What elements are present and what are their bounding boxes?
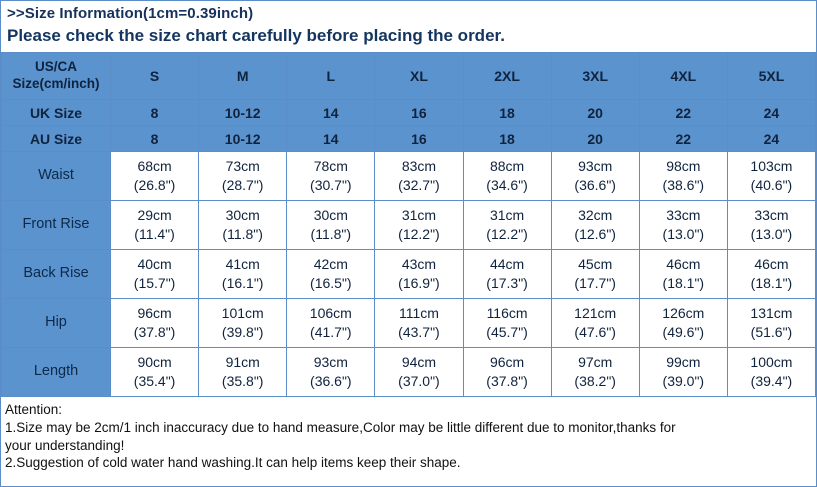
table-row (2, 299, 816, 348)
cell-measurement (199, 299, 287, 348)
header-cell-size: 3XL (551, 53, 639, 100)
cell-value-cm: 99cm (666, 354, 701, 371)
cell-value-cm: 83cm (401, 158, 437, 175)
cell-value-cm: 32cm (578, 207, 613, 224)
table-row (2, 250, 816, 299)
header-cell-size: 4XL (639, 53, 727, 100)
cell-measurement (639, 348, 727, 397)
cell-measurement (111, 201, 199, 250)
cell-value-cm: 90cm (137, 354, 172, 371)
cell-value-inch: (38.2") (574, 373, 616, 389)
cell-measurement (199, 250, 287, 299)
cell-measurement (639, 201, 727, 250)
cell-value-inch: (26.8") (133, 177, 176, 193)
row-label-uk-size: UK Size (2, 100, 111, 126)
cell-value-inch: (30.7") (310, 177, 352, 193)
cell-measurement (375, 152, 463, 201)
attention-title: Attention: (5, 402, 63, 417)
cell-value-cm: 111cm (398, 305, 439, 322)
cell-uk-size: 10-12 (199, 100, 287, 126)
cell-measurement (639, 299, 727, 348)
cell-value-inch: (37.0") (398, 373, 440, 389)
header-label-line2: Size(cm/inch) (12, 76, 100, 91)
cell-value-cm: 116cm (486, 305, 528, 322)
cell-value-cm: 96cm (137, 305, 172, 322)
table-header-row (2, 53, 816, 100)
cell-measurement (463, 250, 551, 299)
cell-measurement (111, 152, 199, 201)
cell-measurement (463, 299, 551, 348)
cell-measurement (111, 348, 199, 397)
cell-measurement (199, 201, 287, 250)
cell-value-inch: (28.7") (221, 177, 264, 193)
cell-value-cm: 106cm (309, 305, 352, 322)
cell-value-cm: 121cm (574, 305, 617, 322)
cell-value-inch: (12.6") (574, 226, 616, 242)
cell-measurement (111, 299, 199, 348)
row-label-measurement: Hip (2, 299, 111, 348)
cell-value-inch: (11.4") (134, 226, 175, 242)
cell-measurement (287, 348, 375, 397)
cell-value-inch: (39.0") (662, 373, 705, 389)
cell-value-inch: (45.7") (486, 324, 528, 340)
cell-measurement (463, 201, 551, 250)
cell-uk-size: 18 (463, 100, 551, 126)
cell-value-inch: (13.0") (662, 226, 705, 242)
cell-au-size: 10-12 (199, 126, 287, 152)
cell-measurement (199, 152, 287, 201)
cell-au-size: 18 (463, 126, 551, 152)
cell-uk-size: 14 (287, 100, 375, 126)
table-row (2, 201, 816, 250)
cell-value-cm: 68cm (137, 158, 172, 175)
cell-value-inch: (18.1") (750, 275, 793, 291)
cell-measurement (727, 299, 815, 348)
cell-value-inch: (11.8") (222, 226, 263, 242)
cell-au-size: 24 (727, 126, 815, 152)
cell-measurement (551, 299, 639, 348)
row-label-au-size: AU Size (2, 126, 111, 152)
header-cell-size: L (287, 53, 375, 100)
cell-measurement (199, 348, 287, 397)
cell-au-size: 8 (111, 126, 199, 152)
cell-value-cm: 44cm (489, 256, 525, 273)
attention-note (1, 397, 816, 486)
cell-measurement (727, 201, 815, 250)
size-chart-table (1, 52, 816, 397)
cell-value-cm: 46cm (666, 256, 701, 273)
cell-measurement (639, 250, 727, 299)
cell-value-inch: (36.6") (310, 373, 352, 389)
cell-value-inch: (37.8") (486, 373, 528, 389)
cell-measurement (375, 250, 463, 299)
cell-value-inch: (13.0") (750, 226, 793, 242)
cell-value-cm: 97cm (578, 354, 613, 371)
cell-value-cm: 131cm (750, 305, 793, 322)
cell-au-size: 14 (287, 126, 375, 152)
cell-value-inch: (49.6") (662, 324, 705, 340)
cell-measurement (551, 201, 639, 250)
cell-value-cm: 101cm (221, 305, 264, 322)
cell-value-cm: 41cm (225, 256, 260, 273)
cell-value-cm: 30cm (225, 207, 260, 224)
cell-measurement (375, 348, 463, 397)
cell-value-inch: (37.8") (133, 324, 176, 340)
cell-value-inch: (51.6") (750, 324, 793, 340)
cell-measurement (375, 201, 463, 250)
table-row-uk-size (2, 100, 816, 126)
cell-uk-size: 8 (111, 100, 199, 126)
cell-value-inch: (32.7") (398, 177, 440, 193)
cell-measurement (727, 250, 815, 299)
attention-line-1b: your understanding! (5, 437, 125, 453)
row-label-measurement: Front Rise (2, 201, 111, 250)
header-cell-size: 2XL (463, 53, 551, 100)
cell-value-inch: (12.2") (486, 226, 528, 242)
cell-value-inch: (16.1") (221, 275, 264, 291)
row-label-measurement: Back Rise (2, 250, 111, 299)
cell-value-cm: 42cm (313, 256, 348, 273)
cell-measurement (551, 250, 639, 299)
attention-line-2: 2.Suggestion of cold water hand washing.It can help items keep their shape. (5, 455, 461, 471)
table-row (2, 152, 816, 201)
cell-value-inch: (16.5") (310, 275, 352, 291)
cell-measurement (551, 348, 639, 397)
cell-value-inch: (47.6") (574, 324, 616, 340)
cell-value-cm: 29cm (137, 207, 172, 224)
cell-value-inch: (35.8") (221, 373, 264, 389)
cell-value-cm: 40cm (137, 256, 172, 273)
cell-value-inch: (18.1") (662, 275, 705, 291)
cell-measurement (287, 152, 375, 201)
cell-value-cm: 45cm (578, 256, 613, 273)
cell-value-inch: (36.6") (574, 177, 616, 193)
cell-value-cm: 88cm (489, 158, 525, 175)
cell-au-size: 16 (375, 126, 463, 152)
cell-value-cm: 91cm (225, 354, 260, 371)
cell-value-inch: (17.7") (574, 275, 616, 291)
table-row (2, 348, 816, 397)
cell-measurement (463, 152, 551, 201)
cell-measurement (287, 201, 375, 250)
cell-value-cm: 33cm (754, 207, 789, 224)
row-label-measurement: Waist (2, 152, 111, 201)
cell-value-cm: 98cm (666, 158, 701, 175)
cell-value-cm: 43cm (401, 256, 437, 273)
cell-value-cm: 100cm (750, 354, 793, 371)
cell-measurement (287, 250, 375, 299)
cell-measurement (727, 152, 815, 201)
cell-value-cm: 31cm (489, 207, 525, 224)
cell-value-inch: (39.8") (221, 324, 264, 340)
cell-value-inch: (35.4") (133, 373, 176, 389)
header-cell-size: XL (375, 53, 463, 100)
cell-measurement (111, 250, 199, 299)
cell-value-cm: 94cm (401, 354, 437, 371)
cell-value-inch: (15.7") (133, 275, 176, 291)
cell-value-cm: 78cm (313, 158, 348, 175)
header-cell-size-label (2, 53, 111, 100)
cell-measurement (551, 152, 639, 201)
cell-measurement (727, 348, 815, 397)
cell-value-inch: (34.6") (486, 177, 528, 193)
cell-uk-size: 24 (727, 100, 815, 126)
table-row-au-size (2, 126, 816, 152)
cell-value-inch: (16.9") (398, 275, 440, 291)
cell-uk-size: 16 (375, 100, 463, 126)
header-cell-size: S (111, 53, 199, 100)
cell-value-cm: 46cm (754, 256, 789, 273)
cell-value-cm: 93cm (578, 158, 613, 175)
cell-uk-size: 20 (551, 100, 639, 126)
cell-value-inch: (12.2") (398, 226, 440, 242)
cell-value-inch: (39.4") (750, 373, 793, 389)
row-label-measurement: Length (2, 348, 111, 397)
cell-value-cm: 31cm (401, 207, 437, 224)
size-information-heading: >>Size Information(1cm=0.39inch) (7, 5, 254, 22)
cell-value-cm: 30cm (313, 207, 348, 224)
cell-au-size: 20 (551, 126, 639, 152)
cell-value-inch: (17.3") (486, 275, 528, 291)
cell-measurement (463, 348, 551, 397)
check-size-chart-note: Please check the size chart carefully before placing the order. (7, 26, 505, 45)
cell-value-cm: 103cm (750, 158, 793, 175)
attention-line-1a: 1.Size may be 2cm/1 inch inaccuracy due to hand measure,Color may be little different due to monitor,thanks for (5, 419, 676, 435)
cell-measurement (375, 299, 463, 348)
cell-value-cm: 93cm (313, 354, 348, 371)
cell-measurement (639, 152, 727, 201)
header-label-line1: US/CA (34, 59, 77, 75)
cell-value-cm: 33cm (666, 207, 701, 224)
cell-au-size: 22 (639, 126, 727, 152)
cell-value-cm: 126cm (662, 305, 705, 322)
cell-value-inch: (40.6") (750, 177, 793, 193)
cell-value-inch: (38.6") (662, 177, 705, 193)
cell-value-inch: (43.7") (398, 324, 440, 340)
cell-uk-size: 22 (639, 100, 727, 126)
header-cell-size: M (199, 53, 287, 100)
cell-measurement (287, 299, 375, 348)
header-cell-size: 5XL (727, 53, 815, 100)
cell-value-cm: 73cm (225, 158, 260, 175)
cell-value-inch: (41.7") (310, 324, 352, 340)
cell-value-inch: (11.8") (310, 226, 352, 242)
cell-value-cm: 96cm (489, 354, 525, 371)
